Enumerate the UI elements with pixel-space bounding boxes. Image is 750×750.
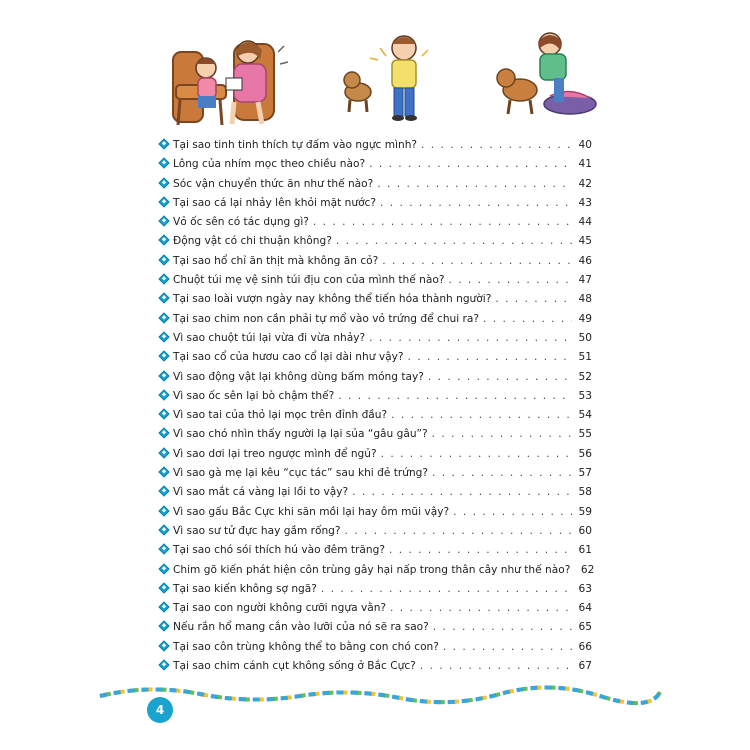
toc-entry[interactable] [160, 486, 592, 505]
toc-entry[interactable] [160, 506, 592, 525]
toc-entry-title: Tại sao hổ chỉ ăn thịt mà không ăn cỏ? [173, 254, 379, 267]
toc-entry-title: Vì sao chó nhìn thấy người lạ lại sủa “gâu gâu”? [173, 428, 428, 441]
toc-entry[interactable] [160, 255, 592, 274]
diamond-bullet-icon [158, 505, 169, 516]
toc-entry-page: 51 [578, 351, 592, 364]
diamond-bullet-icon [158, 216, 169, 227]
dot-leader [407, 351, 572, 363]
dot-leader [389, 544, 572, 556]
toc-entry-title: Vì sao gấu Bắc Cực khi săn mồi lại hay ôm mũi vậy? [173, 505, 450, 518]
mother-and-girl-illustration [168, 30, 298, 130]
toc-entry[interactable] [160, 428, 592, 447]
dot-leader [345, 525, 572, 537]
diamond-bullet-icon [158, 177, 169, 188]
toc-entry[interactable] [160, 158, 592, 177]
toc-entry-title: Chim gõ kiến phát hiện côn trùng gây hại nấp trong thân cây như thế nào? [173, 563, 571, 576]
toc-entry-page: 46 [578, 254, 592, 267]
boy-with-dog-illustration [338, 30, 448, 130]
page-footer [0, 676, 750, 726]
toc-entry-title: Tại sao cá lại nhảy lên khỏi mặt nước? [173, 196, 376, 209]
dot-leader [313, 216, 572, 228]
diamond-bullet-icon [158, 293, 169, 304]
table-of-contents [160, 139, 595, 679]
diamond-bullet-icon [158, 659, 169, 670]
toc-entry[interactable] [160, 293, 592, 312]
dot-leader [432, 428, 572, 440]
toc-entry-page: 48 [578, 293, 592, 306]
dot-leader [377, 178, 572, 190]
toc-entry-page: 53 [578, 389, 592, 402]
toc-entry[interactable] [160, 235, 592, 254]
diamond-bullet-icon [158, 273, 169, 284]
toc-entry[interactable] [160, 641, 592, 660]
toc-entry-page: 56 [578, 447, 592, 460]
toc-entry-page: 45 [578, 235, 592, 248]
dot-leader [382, 255, 572, 267]
diamond-bullet-icon [158, 389, 169, 400]
dot-leader [483, 313, 572, 325]
toc-entry[interactable] [160, 216, 592, 235]
dot-leader [448, 274, 572, 286]
toc-entry-title: Tại sao kiến không sợ ngã? [173, 582, 317, 595]
toc-entry-page: 65 [578, 621, 592, 634]
toc-entry-page: 62 [580, 563, 595, 576]
toc-entry[interactable] [160, 313, 592, 332]
diamond-bullet-icon [158, 331, 169, 342]
toc-entry-page: 63 [578, 582, 592, 595]
dot-leader [352, 486, 572, 498]
toc-entry-page: 58 [578, 486, 592, 499]
diamond-bullet-icon [158, 466, 169, 477]
toc-entry-page: 55 [578, 428, 592, 441]
toc-entry-title: Vì sao dơi lại treo ngược mình để ngủ? [173, 447, 377, 460]
toc-entry[interactable] [160, 197, 592, 216]
toc-entry[interactable] [160, 525, 592, 544]
diamond-bullet-icon [158, 601, 169, 612]
dot-leader [421, 139, 572, 151]
toc-entry-page: 47 [578, 274, 592, 287]
toc-entry-title: Tại sao loài vượn ngày nay không thể tiến hóa thành người? [173, 293, 492, 306]
dot-leader [369, 332, 572, 344]
toc-entry-title: Vì sao chuột túi lại vừa đi vừa nhảy? [173, 331, 366, 344]
dot-leader [338, 390, 572, 402]
toc-entry-title: Vì sao động vật lại không dùng bấm móng tay? [173, 370, 424, 383]
toc-entry[interactable] [160, 467, 592, 486]
toc-entry[interactable] [160, 371, 592, 390]
diamond-bullet-icon [158, 563, 169, 574]
toc-entry[interactable] [160, 544, 592, 563]
toc-entry-title: Tại sao cổ của hươu cao cổ lại dài như vậy? [173, 351, 404, 364]
diamond-bullet-icon [158, 621, 169, 632]
toc-entry-page: 61 [578, 544, 592, 557]
toc-entry[interactable] [160, 602, 592, 621]
diamond-bullet-icon [158, 370, 169, 381]
toc-entry-title: Vì sao mắt cá vàng lại lồi to vậy? [173, 486, 349, 499]
toc-entry-page: 60 [578, 524, 592, 537]
dot-leader [453, 506, 572, 518]
diamond-bullet-icon [158, 312, 169, 323]
toc-entry-page: 44 [578, 216, 592, 229]
toc-entry-title: Vì sao gà mẹ lại kêu “cục tác” sau khi đẻ trứng? [173, 467, 428, 480]
toc-entry-title: Vì sao ốc sên lại bò chậm thế? [173, 389, 335, 402]
toc-entry-title: Động vật có chi thuận không? [173, 235, 332, 248]
toc-entry-page: 49 [578, 312, 592, 325]
toc-entry-title: Tại sao tinh tinh thích tự đấm vào ngực mình? [173, 139, 418, 151]
dot-leader [390, 602, 572, 614]
toc-entry[interactable] [160, 583, 592, 602]
toc-entry-title: Nếu rắn hổ mang cắn vào lưỡi của nó sẽ ra sao? [173, 621, 429, 634]
woman-with-dog-illustration [490, 30, 600, 130]
toc-entry-page: 50 [578, 331, 592, 344]
toc-entry-title: Sóc vận chuyển thức ăn như thế nào? [173, 177, 374, 190]
dot-leader [336, 235, 572, 247]
dot-leader [433, 621, 572, 633]
dot-leader [495, 293, 572, 305]
dot-leader [428, 371, 572, 383]
dot-leader [420, 660, 572, 672]
toc-entry-title: Vì sao tai của thỏ lại mọc trên đỉnh đầu? [173, 409, 388, 422]
dot-leader [321, 583, 572, 595]
toc-entry-page: 59 [578, 505, 592, 518]
diamond-bullet-icon [158, 544, 169, 555]
toc-entry[interactable] [160, 563, 595, 583]
toc-entry-title: Tại sao con người không cưỡi ngựa vằn? [173, 602, 387, 615]
toc-entry[interactable] [160, 274, 592, 293]
toc-entry-page: 52 [578, 370, 592, 383]
page-number-badge: 4 [147, 697, 173, 723]
dot-leader [380, 197, 572, 209]
toc-entry-title: Tại sao chim non cần phải tự mổ vào vỏ trứng để chui ra? [173, 312, 480, 325]
diamond-bullet-icon [158, 582, 169, 593]
toc-entry-title: Vỏ ốc sên có tác dụng gì? [173, 216, 309, 229]
diamond-bullet-icon [158, 196, 169, 207]
toc-entry-page: 40 [578, 139, 592, 151]
toc-entry-page: 66 [578, 640, 592, 653]
toc-entry-page: 64 [578, 602, 592, 615]
toc-entry-page: 57 [578, 467, 592, 480]
diamond-bullet-icon [158, 408, 169, 419]
toc-entry[interactable] [160, 332, 592, 351]
diamond-bullet-icon [158, 254, 169, 265]
toc-entry-page: 54 [578, 409, 592, 422]
toc-entry-page: 67 [578, 660, 592, 673]
toc-entry[interactable] [160, 390, 592, 409]
toc-entry-page: 41 [578, 158, 592, 171]
diamond-bullet-icon [158, 640, 169, 651]
toc-entry-title: Chuột túi mẹ vệ sinh túi địu con của mình thế nào? [173, 274, 445, 287]
toc-entry-title: Vì sao sư tử đực hay gầm rống? [173, 524, 341, 537]
dot-leader [391, 409, 572, 421]
toc-entry-title: Tại sao côn trùng không thể to bằng con chó con? [173, 640, 439, 653]
diamond-bullet-icon [158, 235, 169, 246]
diamond-bullet-icon [158, 351, 169, 362]
toc-entry-title: Lông của nhím mọc theo chiều nào? [173, 158, 366, 171]
diamond-bullet-icon [158, 138, 169, 149]
dot-leader [443, 641, 572, 653]
toc-entry-page: 42 [578, 177, 592, 190]
dot-leader [432, 467, 572, 479]
toc-entry-title: Tại sao chó sói thích hú vào đêm trăng? [173, 544, 385, 557]
diamond-bullet-icon [158, 447, 169, 458]
dot-leader [369, 158, 572, 170]
toc-entry[interactable] [160, 448, 592, 467]
diamond-bullet-icon [158, 158, 169, 169]
diamond-bullet-icon [158, 486, 169, 497]
toc-entry[interactable] [160, 139, 592, 158]
toc-entry[interactable] [160, 351, 592, 370]
wavy-dashed-border [0, 676, 750, 716]
diamond-bullet-icon [158, 524, 169, 535]
toc-entry-page: 43 [578, 196, 592, 209]
diamond-bullet-icon [158, 428, 169, 439]
toc-entry[interactable] [160, 409, 592, 428]
dot-leader [381, 448, 572, 460]
toc-entry-title: Tại sao chim cánh cụt không sống ở Bắc Cực? [173, 660, 416, 673]
header-illustrations [0, 30, 750, 130]
toc-entry[interactable] [160, 178, 592, 197]
toc-entry[interactable] [160, 621, 592, 640]
